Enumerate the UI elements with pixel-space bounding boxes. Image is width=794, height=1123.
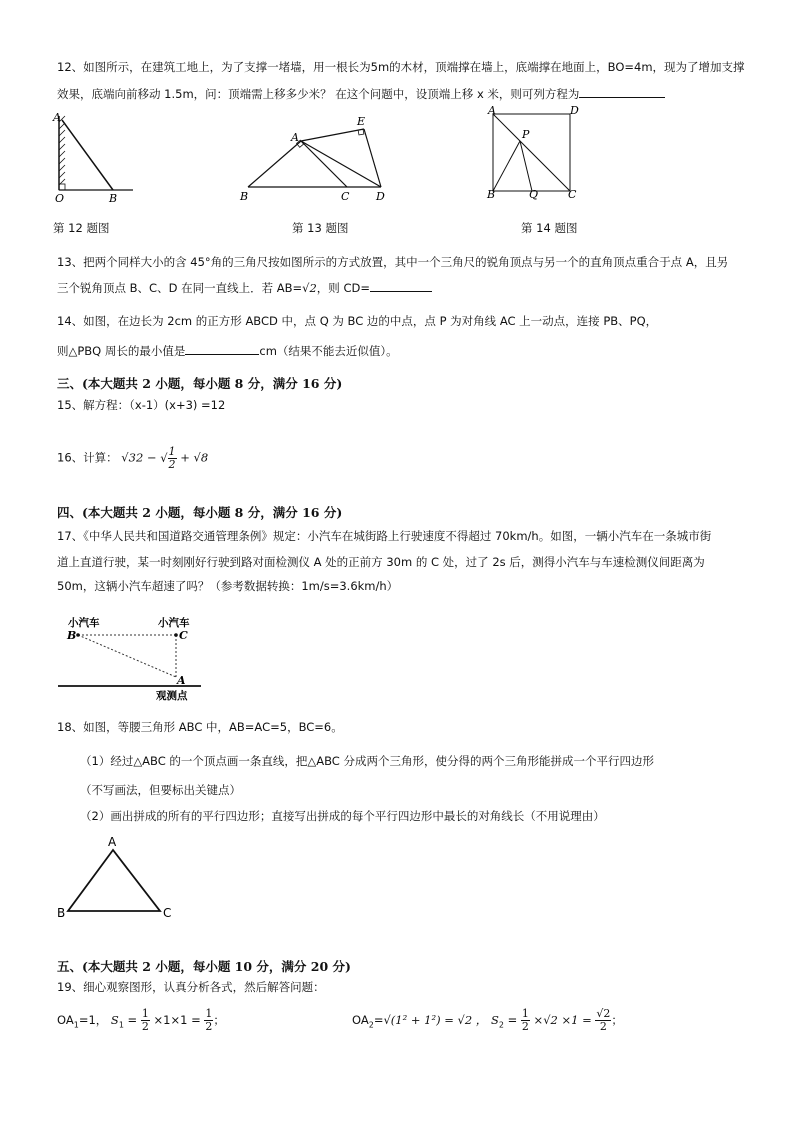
q17-line1: 17、《中华人民共和国道路交通管理条例》规定：小汽车在城街路上行驶速度不得超过 70km/h。如图，一辆小汽车在一条城市街 [57, 529, 712, 543]
section5-heading: 五、(本大题共 2 小题，每小题 10 分，满分 20 分) [57, 959, 351, 974]
f1-s: S [110, 1013, 119, 1027]
q16-plus: + [180, 450, 190, 465]
figure-12 [45, 110, 145, 205]
q16-sqrt8: √8 [193, 450, 209, 465]
q19: 19、细心观察图形，认真分析各式，然后解答问题： [57, 980, 325, 994]
q14-line2-post: cm（结果不能去近似值）。 [259, 344, 398, 358]
q13-answer-blank[interactable] [370, 279, 432, 292]
q16-label: 16、计算： [57, 450, 118, 465]
f2-eq: = [373, 1013, 384, 1027]
fig14-label-b: B [487, 188, 496, 201]
q14-answer-blank[interactable] [185, 342, 259, 355]
section3-heading: 三、(本大题共 2 小题，每小题 8 分，满分 16 分) [57, 376, 343, 391]
q13-line2 [57, 279, 432, 296]
f1-end: ； [213, 1013, 225, 1027]
section4-heading: 四、(本大题共 2 小题，每小题 8 分，满分 16 分) [57, 505, 343, 520]
q16-sqrt-half: √ $\frac{1}{2}$ [160, 445, 176, 471]
fig17-point-c [174, 633, 178, 637]
fig14-label-d: D [570, 104, 579, 117]
f2-s: S [490, 1013, 499, 1027]
f2-frac2 [595, 1008, 611, 1033]
f2-root: √(1² + 1²) [383, 1013, 441, 1027]
q16-sqrt32: √32 [121, 450, 144, 465]
fig14-label-a: A [488, 104, 496, 117]
fig17-point-b [76, 633, 80, 637]
q15: 15、解方程：（x-1）(x+3) =12 [57, 398, 226, 412]
f1-eq2: = [123, 1013, 141, 1027]
q17-line2: 道上直道行驶，某一时刻刚好行驶到路对面检测仪 A 处的正前方 30m 的 C 处，过了 2s 后，测得小汽车与车速检测仪间距离为 [57, 555, 705, 569]
fig14-pq [520, 141, 532, 191]
fig18-label-a: A [108, 835, 117, 849]
q18-part2: （2）画出拼成的所有的平行四边形；直接写出拼成的每个平行四边形中最长的对角线长（不用说理由） [80, 809, 605, 823]
f1-oa: OA [57, 1013, 74, 1027]
f2-s-sub: 2 [498, 1020, 504, 1030]
fig12-label-a: A [53, 111, 61, 124]
f2-frac-num: 1 [521, 1007, 529, 1020]
fig12-label-o: O [55, 192, 65, 205]
q19-formula2 [352, 1008, 623, 1037]
fig12-wall-hatch [59, 116, 65, 185]
f1-frac2-den: 2 [205, 1020, 213, 1033]
fig13-label-b: B [240, 190, 249, 203]
fig14-pb [493, 141, 520, 191]
f1-eq: =1， [78, 1013, 108, 1027]
q12-line2-text: 效果，底端向前移动 1.5m，问：顶端需上移多少米？ 在这个问题中，设顶端上移 x 米，则可列方程为 [57, 87, 580, 101]
fig17-observe-label: 观测点 [156, 690, 188, 702]
f1-oa-sub: 1 [73, 1020, 79, 1030]
q13-line1: 13、把两个同样大小的含 45°角的三角尺按如图所示的方式放置，其中一个三角尺的锐角顶点与另一个的直角顶点重合于点 A，且另 [57, 255, 729, 269]
fig17-ba [78, 635, 176, 677]
fig14-caption: 第 14 题图 [521, 221, 578, 235]
f2-frac2-num: √2 [596, 1007, 611, 1020]
fig12-caption: 第 12 题图 [53, 221, 110, 235]
fig12-right-angle [59, 184, 65, 190]
fig17-car-left: 小汽车 [68, 617, 100, 629]
fig13-caption: 第 13 题图 [292, 221, 349, 235]
figure-13 [238, 114, 398, 206]
f1-frac2-num: 1 [205, 1007, 213, 1020]
fig18-label-b: B [57, 906, 66, 920]
f2-frac2-den: 2 [599, 1020, 607, 1033]
f1-frac-den: 2 [141, 1020, 149, 1033]
q16-frac-den: 2 [168, 458, 176, 471]
q13-line2-pre: 三个锐角顶点 B、C、D 在同一直线上．若 AB= [57, 281, 303, 295]
f2-oa: OA [352, 1013, 369, 1027]
fig13-label-c: C [341, 190, 350, 203]
figure-14 [484, 104, 584, 201]
f2-frac [521, 1008, 530, 1033]
fig17-car-right: 小汽车 [158, 617, 190, 629]
fig14-label-c: C [568, 188, 577, 201]
fig13-ae [301, 129, 364, 141]
f2-frac-den: 2 [521, 1020, 529, 1033]
fig14-label-p: P [522, 128, 530, 141]
figure-17 [56, 612, 206, 702]
fig13-ab [248, 141, 301, 187]
f2-eq3: = [503, 1013, 521, 1027]
q14-line2-pre: 则△PBQ 周长的最小值是 [57, 344, 186, 358]
fig18-label-c: C [163, 906, 172, 920]
q14-line2 [57, 342, 398, 359]
fig14-diagonal-ac [493, 114, 570, 191]
q12-answer-blank[interactable] [579, 85, 665, 98]
fig13-label-a: A [291, 131, 299, 144]
fig17-label-b: B [67, 629, 77, 642]
q16-fraction [168, 446, 177, 471]
fig13-label-d: D [376, 190, 385, 203]
f1-mult: ×1×1 = [149, 1013, 205, 1027]
fig18-triangle [68, 850, 160, 911]
q18-part1: （1）经过△ABC 的一个顶点画一条直线，把△ABC 分成两个三角形，使分得的两个三角形能拼成一个平行四边形 [80, 754, 654, 768]
f2-eq2: = √2 ， [440, 1013, 488, 1027]
q16-minus: − [146, 450, 157, 465]
f2-oa-sub: 2 [368, 1020, 374, 1030]
fig17-label-c: C [179, 629, 188, 642]
q12-line2 [57, 85, 665, 102]
q19-formula1 [57, 1008, 225, 1037]
q17-line3: 50m，这辆小汽车超速了吗？（参考数据转换：1m/s=3.6km/h） [57, 579, 399, 593]
fig13-label-e: E [357, 115, 366, 128]
f1-frac [141, 1008, 150, 1033]
q14-line1: 14、如图，在边长为 2cm 的正方形 ABCD 中，点 Q 为 BC 边的中点，点 P 为对角线 AC 上一动点，连接 PB、PQ， [57, 314, 658, 328]
fig12-label-b: B [109, 192, 118, 205]
f2-end: ； [611, 1013, 623, 1027]
q13-line2-post: ，则 CD= [316, 281, 370, 295]
fig14-label-q: Q [529, 188, 539, 201]
q16-frac-num: 1 [168, 445, 176, 458]
f2-mult: ×√2 ×1 = [529, 1013, 596, 1027]
q13-sqrt: √2 [302, 281, 317, 295]
q18-line1: 18、如图，等腰三角形 ABC 中，AB=AC=5，BC=6。 [57, 720, 343, 734]
figure-18 [55, 833, 185, 925]
f1-s-sub: 1 [118, 1020, 124, 1030]
fig12-beam [62, 120, 113, 190]
q16 [57, 446, 208, 471]
q18-part1b: （不写画法，但要标出关键点） [80, 783, 241, 797]
q12-line1: 12、如图所示，在建筑工地上，为了支撑一堵墙，用一根长为5m的木材，顶端撑在墙上，底端撑在地面上，BO=4m，现为了增加支撑 [57, 60, 745, 74]
fig17-label-a: A [177, 674, 186, 687]
f1-frac-num: 1 [141, 1007, 149, 1020]
